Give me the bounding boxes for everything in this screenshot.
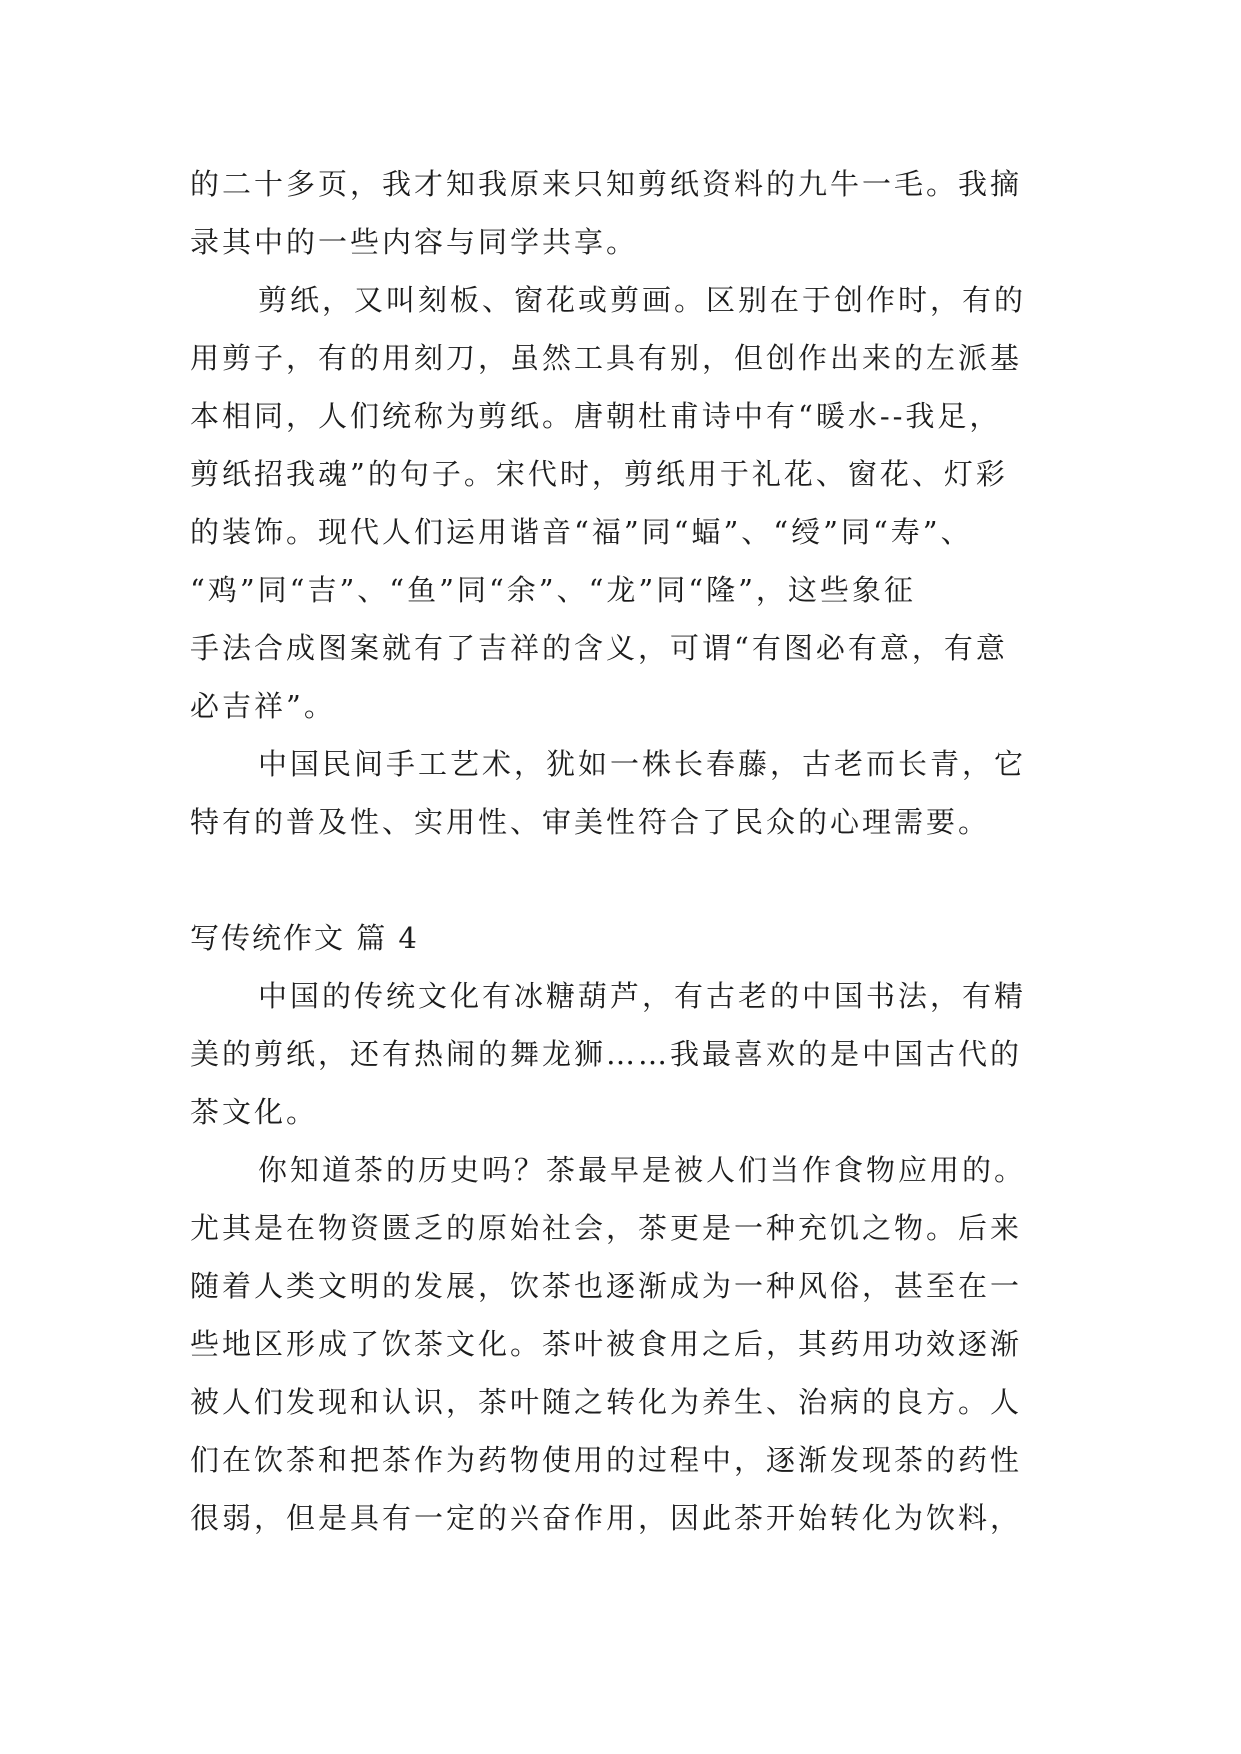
paragraph-start-line: 中国民间手工艺术，犹如一株长春藤，古老而长青，它 <box>258 747 1027 781</box>
text-line: 的二十多页，我才知我原来只知剪纸资料的九牛一毛。我摘 <box>190 167 1023 201</box>
text-line: 手法合成图案就有了吉祥的含义，可谓“有图必有意，有意 <box>190 631 1008 665</box>
section-heading: 写传统作文 篇 4 <box>190 921 419 955</box>
text-line: “鸡”同“吉”、“鱼”同“余”、“龙”同“隆”，这些象征 <box>190 573 916 607</box>
text-line: 些地区形成了饮茶文化。茶叶被食用之后，其药用功效逐渐 <box>190 1327 1023 1361</box>
paragraph-start-line: 你知道茶的历史吗？茶最早是被人们当作食物应用的。 <box>258 1153 1027 1187</box>
text-line: 们在饮茶和把茶作为药物使用的过程中，逐渐发现茶的药性 <box>190 1443 1023 1477</box>
text-line: 特有的普及性、实用性、审美性符合了民众的心理需要。 <box>190 805 991 839</box>
text-line: 录其中的一些内容与同学共享。 <box>190 225 639 259</box>
text-line: 用剪子，有的用刻刀，虽然工具有别，但创作出来的左派基 <box>190 341 1023 375</box>
text-line: 美的剪纸，还有热闹的舞龙狮……我最喜欢的是中国古代的 <box>190 1037 1023 1071</box>
text-line: 被人们发现和认识，茶叶随之转化为养生、治病的良方。人 <box>190 1385 1023 1419</box>
text-line: 必吉祥”。 <box>190 689 336 723</box>
paragraph-start-line: 中国的传统文化有冰糖葫芦，有古老的中国书法，有精 <box>258 979 1027 1013</box>
text-line: 本相同，人们统称为剪纸。唐朝杜甫诗中有“暖水--我足， <box>190 399 1002 433</box>
text-line: 剪纸招我魂”的句子。宋代时，剪纸用于礼花、窗花、灯彩 <box>190 457 1008 491</box>
text-line: 很弱，但是具有一定的兴奋作用，因此茶开始转化为饮料， <box>190 1501 1023 1535</box>
text-line: 尤其是在物资匮乏的原始社会，茶更是一种充饥之物。后来 <box>190 1211 1023 1245</box>
text-line: 茶文化。 <box>190 1095 319 1129</box>
paragraph-start-line: 剪纸，又叫刻板、窗花或剪画。区别在于创作时，有的 <box>258 283 1027 317</box>
text-line: 随着人类文明的发展，饮茶也逐渐成为一种风俗，甚至在一 <box>190 1269 1023 1303</box>
text-line: 的装饰。现代人们运用谐音“福”同“蝠”、“绶”同“寿”、 <box>190 515 973 549</box>
